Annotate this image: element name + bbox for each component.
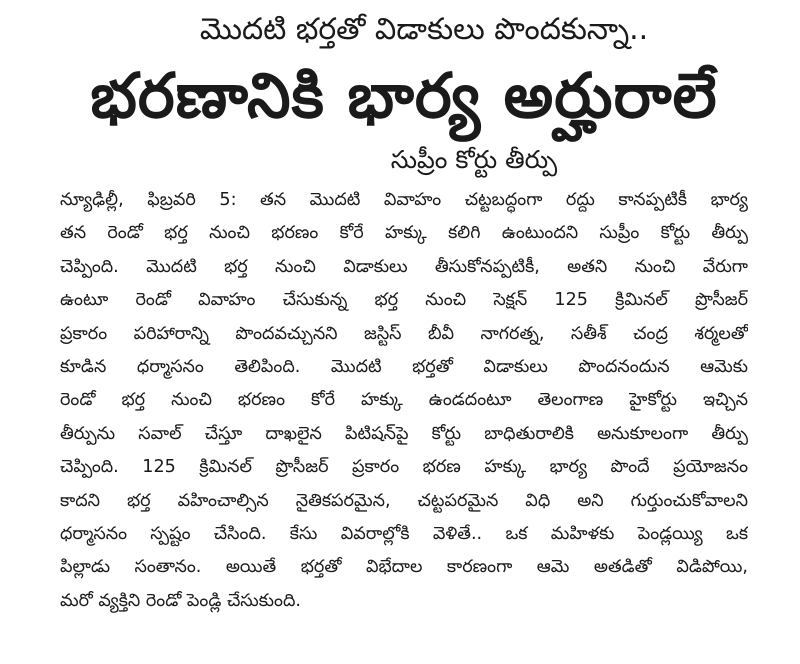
article-kicker: మొదటి భర్తతో విడాకులు పొందకున్నా.. xyxy=(199,12,649,47)
body-line: న్యూఢిల్లీ, ఫిబ్రవరి 5: తన మొదటి వివాహం చట్టబద్ధంగా రద్దు కానప్పటికీ భార్య xyxy=(60,190,748,210)
body-line: ఉంటూ రెండో వివాహం చేసుకున్న భర్త నుంచి సెక్షన్ 125 క్రిమినల్ ప్రొసీజర్ xyxy=(60,290,748,311)
body-line: కాదని భర్త వహించాల్సిన నైతికపరమైన, చట్టపరమైన విధి అని గుర్తుంచుకోవాలని xyxy=(60,490,748,511)
article-subheading: సుప్రీం కోర్టు తీర్పు xyxy=(390,145,558,174)
body-line: మరో వ్యక్తిని రెండో పెండ్లి చేసుకుంది. xyxy=(60,590,301,611)
article-headline: భరణానికి భార్య అర్హురాలే xyxy=(90,59,718,132)
body-line: కూడిన ధర్మాసనం తెలిపింది. మొదటి భర్తతో విడాకులు పొందనందున ఆమెకు xyxy=(60,357,748,378)
body-line: పిల్లాడు సంతానం. అయితే భర్తతో విభేదాల కారణంగా ఆమె అతడితో విడిపోయి, xyxy=(60,557,748,578)
body-line: చెప్పింది. మొదటి భర్త నుంచి విడాకులు తీసుకోనప్పటికీ, అతని నుంచి వేరుగా xyxy=(60,256,748,277)
body-line: చెప్పింది. 125 క్రిమినల్ ప్రొసీజర్ ప్రకారం భరణ హక్కు భార్య పొందే ప్రయోజనం xyxy=(60,457,748,478)
body-line: ధర్మాసనం స్పష్టం చేసింది. కేసు వివరాల్లోకి వెళితే.. ఒక మహిళకు పెండ్లయ్యి ఒక xyxy=(60,524,748,545)
article-body xyxy=(60,184,748,618)
body-line: తీర్పును సవాల్ చేస్తూ దాఖలైన పిటిషన్‌పై కోర్టు బాధితురాలికి అనుకూలంగా తీర్పు xyxy=(60,423,748,444)
body-line: రెండో భర్త నుంచి భరణం కోరే హక్కు ఉండదంటూ తెలంగాణ హైకోర్టు ఇచ్చిన xyxy=(60,390,748,411)
body-line: తన రెండో భర్త నుంచి భరణం కోరే హక్కు కలిగి ఉంటుందని సుప్రీం కోర్టు తీర్పు xyxy=(60,223,748,244)
body-line: ప్రకారం పరిహారాన్ని పొందవచ్చునని జస్టిస్ బీవీ నాగరత్న, సతీశ్ చంద్ర శర్మలతో xyxy=(60,323,748,344)
